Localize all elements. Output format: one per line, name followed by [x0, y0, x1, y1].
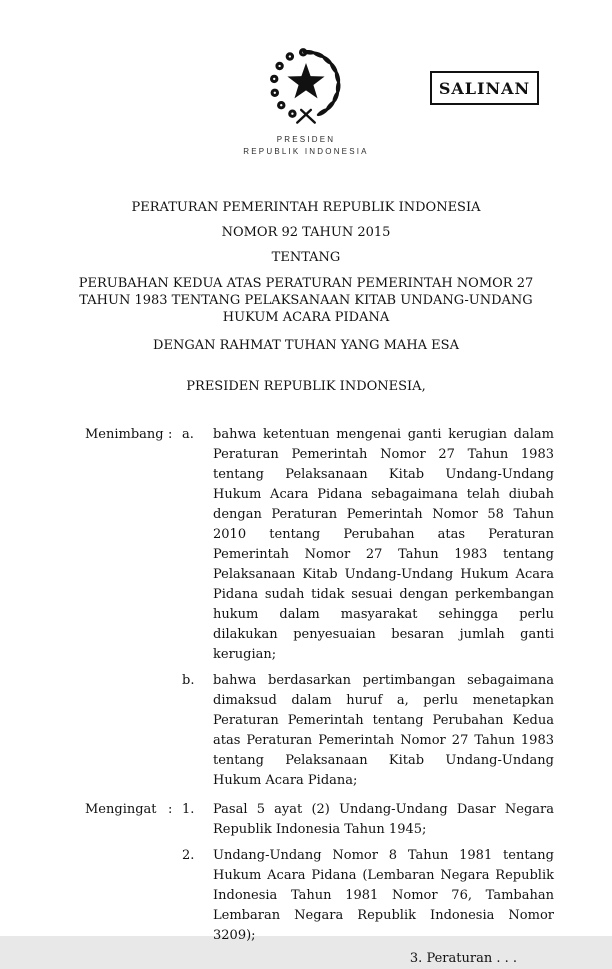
- letterhead-republik-indonesia: REPUBLIK INDONESIA: [243, 147, 369, 156]
- tentang-label: TENTANG: [271, 250, 341, 265]
- clauses: [85, 425, 554, 969]
- doc-number: NOMOR 92 TAHUN 2015: [221, 225, 391, 240]
- mengingat-section: [85, 800, 554, 946]
- mengingat-item-1: [182, 800, 554, 840]
- letterhead-presiden: PRESIDEN: [276, 135, 336, 144]
- item-marker: 2.: [182, 848, 195, 863]
- mengingat-item-2: [182, 846, 554, 946]
- document-body: [0, 200, 612, 969]
- mengingat-items: [182, 800, 554, 946]
- salinan-stamp-label: SALINAN: [438, 78, 531, 98]
- mengingat-colon: :: [168, 802, 173, 817]
- salinan-stamp: [430, 71, 539, 105]
- item-text: bahwa ketentuan mengenai ganti kerugian dalam Peraturan Pemerintah Nomor 27 Tahun 1983 tentang Pelaksanaan Kitab Undang-Undang Hukum Acara Pidana sebagaimana telah diubah dengan Peraturan Pemerintah Nomor 58 Tahun 2010 tentang Perubahan atas Peraturan Pemerintah Nomor 27 Tahun 1983 tentang Pelaksanaan Kitab Undang-Undang Hukum Acara Pidana sudah tidak sesuai dengan perkembangan hukum dalam masyarakat sehingga perlu dilakukan penyesuaian besaran jumlah ganti kerugian;: [213, 427, 554, 662]
- item-text: Undang-Undang Nomor 8 Tahun 1981 tentang Hukum Acara Pidana (Lembaran Negara Republik Indonesia Tahun 1981 Nomor 76, Tambahan Lembaran Negara Republik Indonesia Nomor 3209);: [213, 848, 554, 943]
- menimbang-items: [182, 425, 554, 791]
- item-marker: a.: [182, 427, 194, 442]
- menimbang-label: Menimbang: [85, 427, 164, 442]
- letterhead: [0, 134, 612, 158]
- doc-type-title: PERATURAN PEMERINTAH REPUBLIK INDONESIA: [131, 200, 481, 215]
- menimbang-item-a: [182, 425, 554, 665]
- item-text: bahwa berdasarkan pertimbangan sebagaimana dimaksud dalam huruf a, perlu menetapkan Peraturan Pemerintah tentang Perubahan Kedua atas Peraturan Pemerintah Nomor 27 Tahun 1983 tentang Pelaksanaan Kitab Undang-Undang Hukum Acara Pidana;: [213, 673, 554, 788]
- menimbang-section: [85, 425, 554, 791]
- issuer-line: PRESIDEN REPUBLIK INDONESIA,: [186, 379, 426, 394]
- menimbang-colon: :: [168, 427, 173, 442]
- presidential-star-emblem-icon: [262, 36, 350, 130]
- menimbang-item-b: [182, 671, 554, 791]
- doc-subject-title: PERUBAHAN KEDUA ATAS PERATURAN PEMERINTAH NOMOR 27 TAHUN 1983 TENTANG PELAKSANAAN KITAB UNDANG-UNDANG HUKUM ACARA PIDANA: [78, 276, 534, 325]
- mengingat-label: Mengingat: [85, 802, 157, 817]
- item-marker: b.: [182, 673, 195, 688]
- item-text: Pasal 5 ayat (2) Undang-Undang Dasar Negara Republik Indonesia Tahun 1945;: [213, 802, 554, 837]
- catchword: 3. Peraturan . . .: [409, 951, 517, 966]
- item-marker: 1.: [182, 802, 195, 817]
- invocation-line: DENGAN RAHMAT TUHAN YANG MAHA ESA: [153, 338, 459, 353]
